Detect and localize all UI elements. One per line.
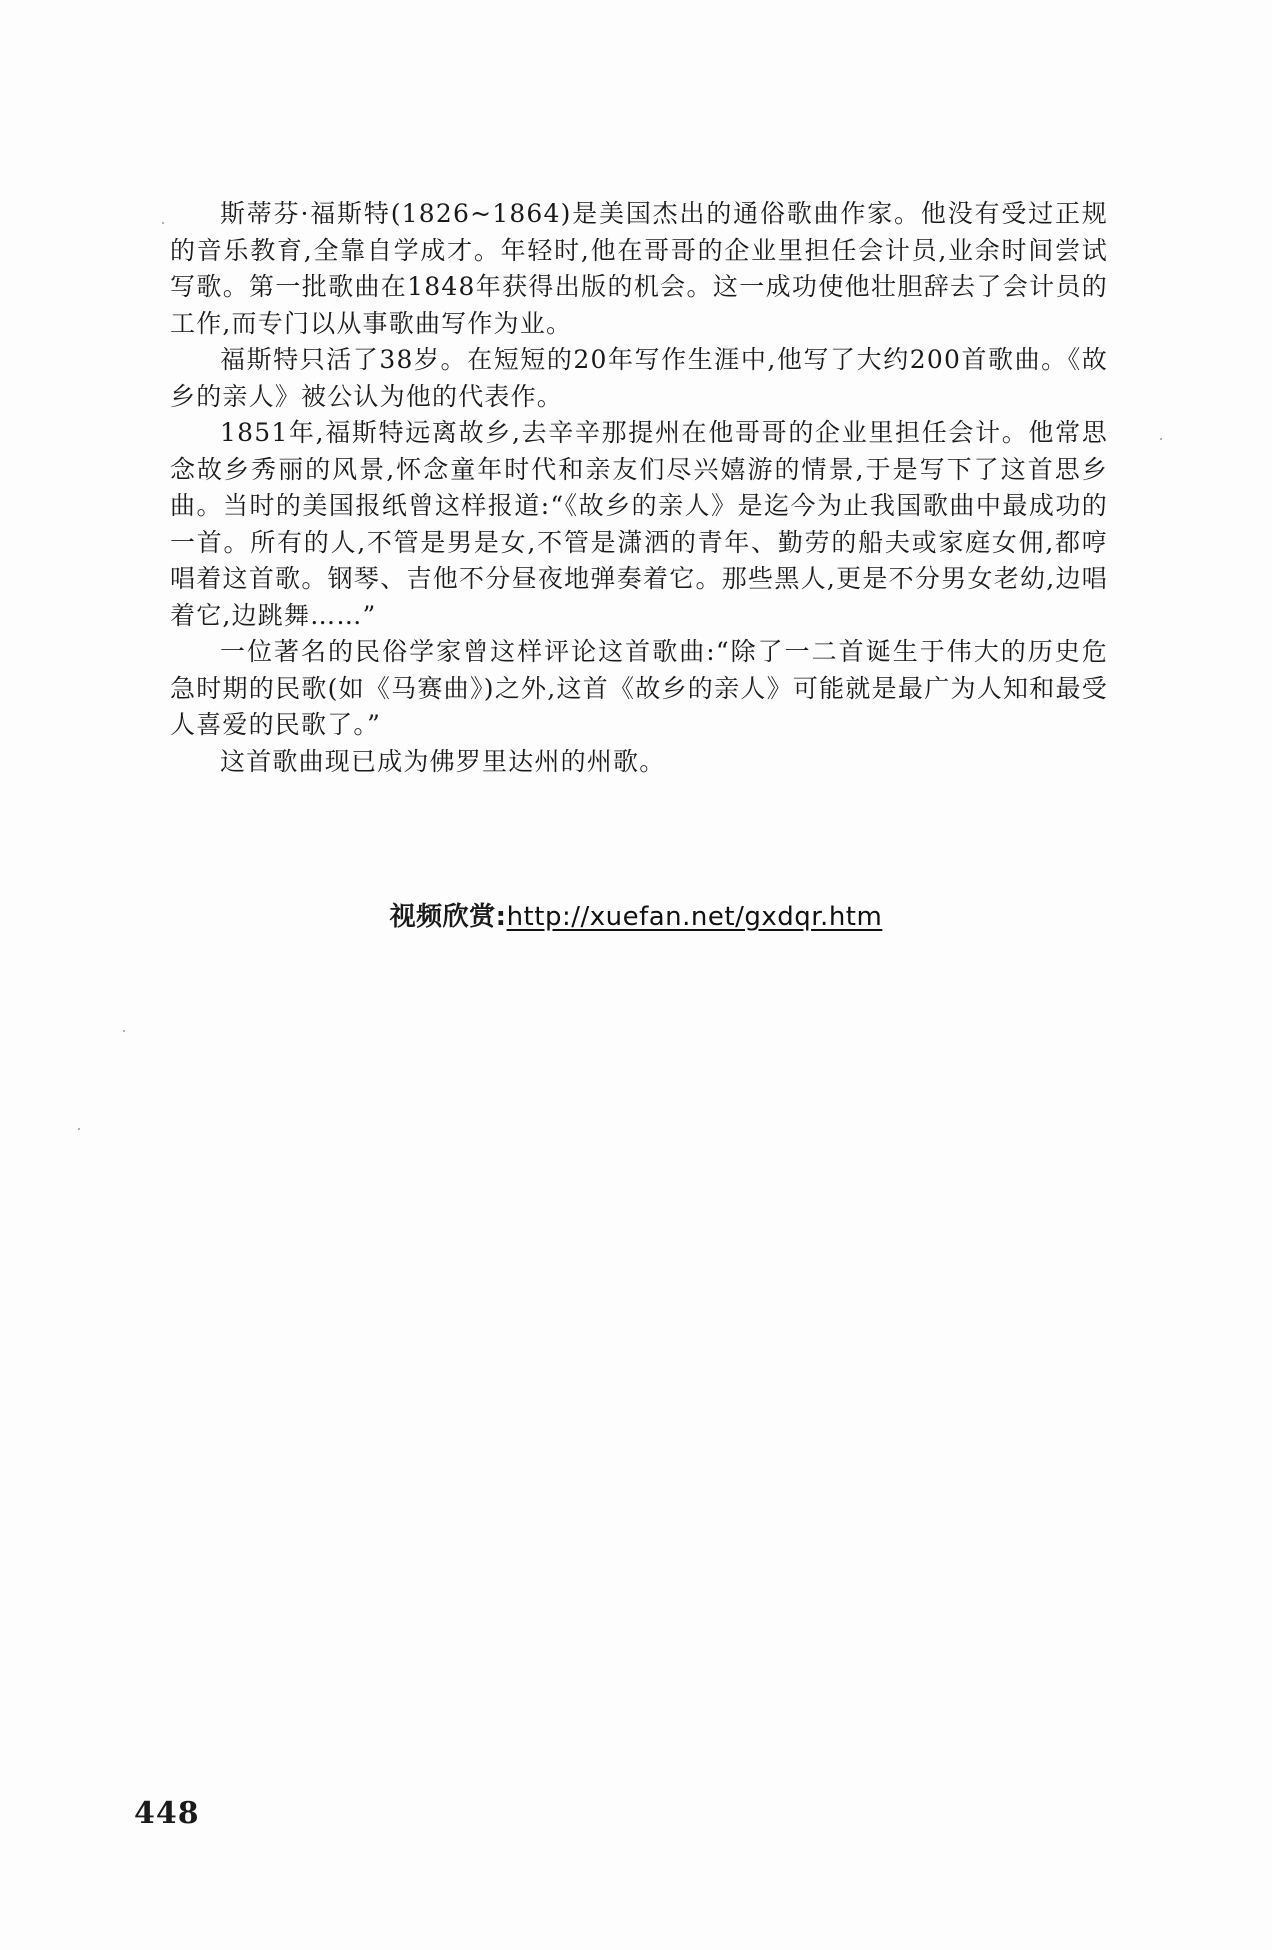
paragraph-song-history: 1851年,福斯特远离故乡,去辛辛那提州在他哥哥的企业里担任会计。他常思念故乡秀丽的风景,怀念童年时代和亲友们尽兴嬉游的情景,于是写下了这首思乡曲。当时的美国报纸曾这样报道:“《故乡的亲人》是迄今为止我国歌曲中最成功的一首。所有的人,不管是男是女,不管是潇洒的青年、勤劳的船夫或家庭女佣,都哼唱着这首歌。钢琴、吉他不分昼夜地弹奏着它。那些黑人,更是不分男女老幼,边唱着它,边跳舞……” [170,418,1108,630]
scan-speck [78,1128,80,1130]
scan-speck [162,222,164,224]
article-body [170,196,1108,780]
video-link-line [0,896,1272,933]
video-link-url[interactable]: http://xuefan.net/gxdqr.htm [506,902,883,932]
paragraph-foster-bio: 斯蒂芬·福斯特(1826~1864)是美国杰出的通俗歌曲作家。他没有受过正规的音乐教育,全靠自学成才。年轻时,他在哥哥的企业里担任会计员,业余时间尝试写歌。第一批歌曲在1848年获得出版的机会。这一成功使他壮胆辞去了会计员的工作,而专门以从事歌曲写作为业。 [170,199,1108,338]
paragraph-foster-lifespan: 福斯特只活了38岁。在短短的20年写作生涯中,他写了大约200首歌曲。《故乡的亲人》被公认为他的代表作。 [170,345,1108,411]
scan-speck [1160,438,1162,440]
scan-speck [123,1030,125,1032]
video-link-label: 视频欣赏: [389,902,507,932]
paragraph-folklorist-quote: 一位著名的民俗学家曾这样评论这首歌曲:“除了一二首诞生于伟大的历史危急时期的民歌(如《马赛曲》)之外,这首《故乡的亲人》可能就是最广为人知和最受人喜爱的民歌了。” [170,637,1108,739]
paragraph-state-song: 这首歌曲现已成为佛罗里达州的州歌。 [220,746,666,776]
page-number: 448 [134,1796,200,1831]
